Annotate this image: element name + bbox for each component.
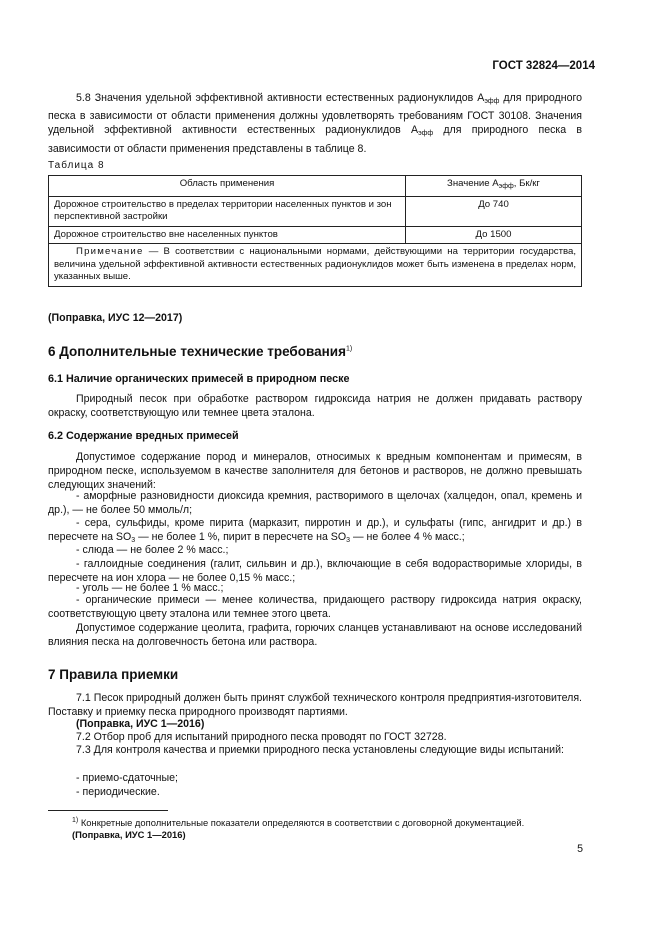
paragraph-7-1: 7.1 Песок природный должен быть принят службой технического контроля предприятия-изготовителя. Поставку и приемку песка природного производят партиями. [48,692,582,719]
paragraph-5-8: 5.8 Значения удельной эффективной активности естественных радионуклидов $А_{эфф}$ для природного песка в зависимости от области применения должны удовлетворять требованиям ГОСТ 30108. Значения удельной эффективной активности естественных радионуклидов $А_{эфф}$ для природного песка в зависимости от области применения представлены в таблице 8. [48,92,583,155]
table-row [49,226,582,244]
section-6-title: 6 Дополнительные технические требования$^{1)}$ [48,344,353,359]
paragraph-7-2: 7.2 Отбор проб для испытаний природного песка проводят по ГОСТ 32728. [76,731,447,743]
table-cell-value: До 1500 [406,226,582,244]
paragraph-6-1: Природный песок при обработке раствором гидроксида натрия не должен придавать раствору окраску, соответствующую или темнее цвета эталона. [48,393,582,420]
amendment-note: (Поправка, ИУС 12—2017) [48,312,183,324]
paragraph-7-3: 7.3 Для контроля качества и приемки природного песка установлены следующие виды испытаний: [76,744,564,756]
table-caption: Таблица 8 [48,160,105,171]
paragraph-6-2-intro: Допустимое содержание пород и минералов, относимых к вредным компонентам и примесям, в природном песке, используемом в качестве заполнителя для бетонов и растворов, не должно превышать следующих значений: [48,451,582,492]
subsection-6-2-title: 6.2 Содержание вредных примесей [48,430,239,442]
list-item: - сера, сульфиды, кроме пирита (марказит, пирротин и др.), и сульфаты (гипс, ангидрит и др.) в пересчете на $SO_3$ — не более 1 %, пирит в пересчете на $SO_3$ — не более 4 % масс.; [48,517,582,545]
table-cell-value: До 740 [406,196,582,226]
amendment-note: (Поправка, ИУС 1—2016) [76,718,205,730]
list-item: - уголь — не более 1 % масс.; [76,582,224,594]
footnote-divider [48,810,168,811]
subsection-6-1-title: 6.1 Наличие органических примесей в природном песке [48,373,350,385]
table-cell-area: Дорожное строительство вне населенных пунктов [49,226,406,244]
document-code: ГОСТ 32824—2014 [492,60,595,72]
table-header-row [49,176,582,197]
list-item: - слюда — не более 2 % масс.; [76,544,229,556]
list-item: - приемо-сдаточные; [76,772,178,784]
footnote-amendment: (Поправка, ИУС 1—2016) [72,829,186,841]
table-header-area: Область применения [49,176,406,197]
table-note: Примечание — В соответствии с национальными нормами, действующими на территории государства, величина удельной эффективной активности естественных радионуклидов может быть изменена в пределах норм, указанных выше. [49,244,582,287]
table-8 [48,175,582,287]
footnote: $^{1)}$ Конкретные дополнительные показатели определяются в соответствии с договорной документацией. (Поправка, ИУС 1—2016) [72,817,525,841]
section-7-title: 7 Правила приемки [48,667,179,682]
table-note-row [49,244,582,287]
list-item: - аморфные разновидности диоксида кремния, растворимого в щелочах (халцедон, опал, кремень и др.), — не более 50 ммоль/л; [48,490,582,517]
paragraph-6-2-final: Допустимое содержание цеолита, графита, горючих сланцев устанавливают на основе исследований влияния песка на долговечность бетона или раствора. [48,622,582,649]
list-item: - органические примеси — менее количества, придающего раствору гидроксида натрия окраску, соответствующую цвету эталона или темнее этого цвета. [48,594,582,621]
list-item: - периодические. [76,786,160,798]
table-header-value: Значение $А_{эфф}$, Бк/кг [406,176,582,197]
table-cell-area: Дорожное строительство в пределах территории населенных пунктов и зон перспективной застройки [49,196,406,226]
table-row [49,196,582,226]
list-item: - галлоидные соединения (галит, сильвин и др.), включающие в себя водорастворимые хлориды, в пересчете на ион хлора — не более 0,15 % масс.; [48,558,582,585]
page-number: 5 [577,843,583,855]
